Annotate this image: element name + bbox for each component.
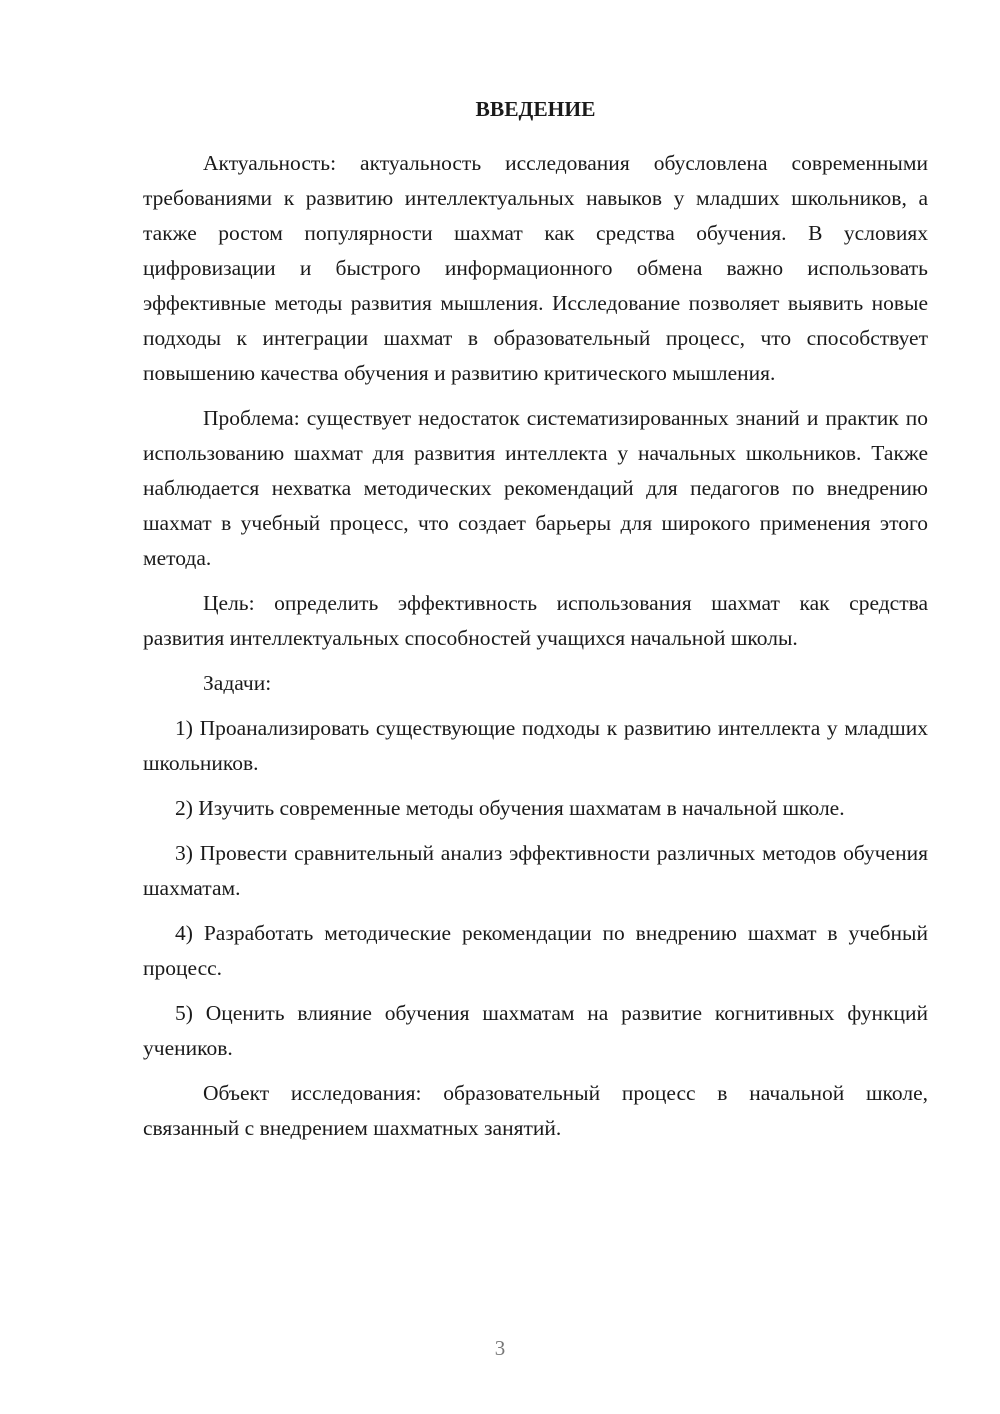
task-item-4: 4) Разработать методические рекомендации по внедрению шахмат в учебный процесс. <box>143 921 928 980</box>
document-page <box>143 92 928 1146</box>
task-item-3: 3) Провести сравнительный анализ эффективности различных методов обучения шахматам. <box>143 841 928 900</box>
problem-paragraph: Проблема: существует недостаток систематизированных знаний и практик по использованию шахмат для развития интеллекта у начальных школьников. Также наблюдается нехватка методических рекомендаций для педагогов по внедрению шахмат в учебный процесс, что создает барьеры для широкого применения этого метода. <box>143 406 928 570</box>
object-paragraph: Объект исследования: образовательный процесс в начальной школе, связанный с внедрением шахматных занятий. <box>143 1081 928 1140</box>
page-title: ВВЕДЕНИЕ <box>475 97 596 121</box>
task-item-1: 1) Проанализировать существующие подходы к развитию интеллекта у младших школьников. <box>143 716 928 775</box>
goal-paragraph: Цель: определить эффективность использования шахмат как средства развития интеллектуальных способностей учащихся начальной школы. <box>143 591 928 650</box>
page-number: 3 <box>494 1336 506 1360</box>
tasks-label: Задачи: <box>203 671 272 695</box>
task-item-2: 2) Изучить современные методы обучения шахматам в начальной школе. <box>175 796 845 820</box>
task-item-5: 5) Оценить влияние обучения шахматам на развитие когнитивных функций учеников. <box>143 1001 928 1060</box>
relevance-paragraph: Актуальность: актуальность исследования обусловлена современными требованиями к развитию интеллектуальных навыков у младших школьников, а также ростом популярности шахмат как средства обучения. В условиях цифровизации и быстрого информационного обмена важно использовать эффективные методы развития мышления. Исследование позволяет выявить новые подходы к интеграции шахмат в образовательный процесс, что способствует повышению качества обучения и развитию критического мышления. <box>143 151 928 385</box>
